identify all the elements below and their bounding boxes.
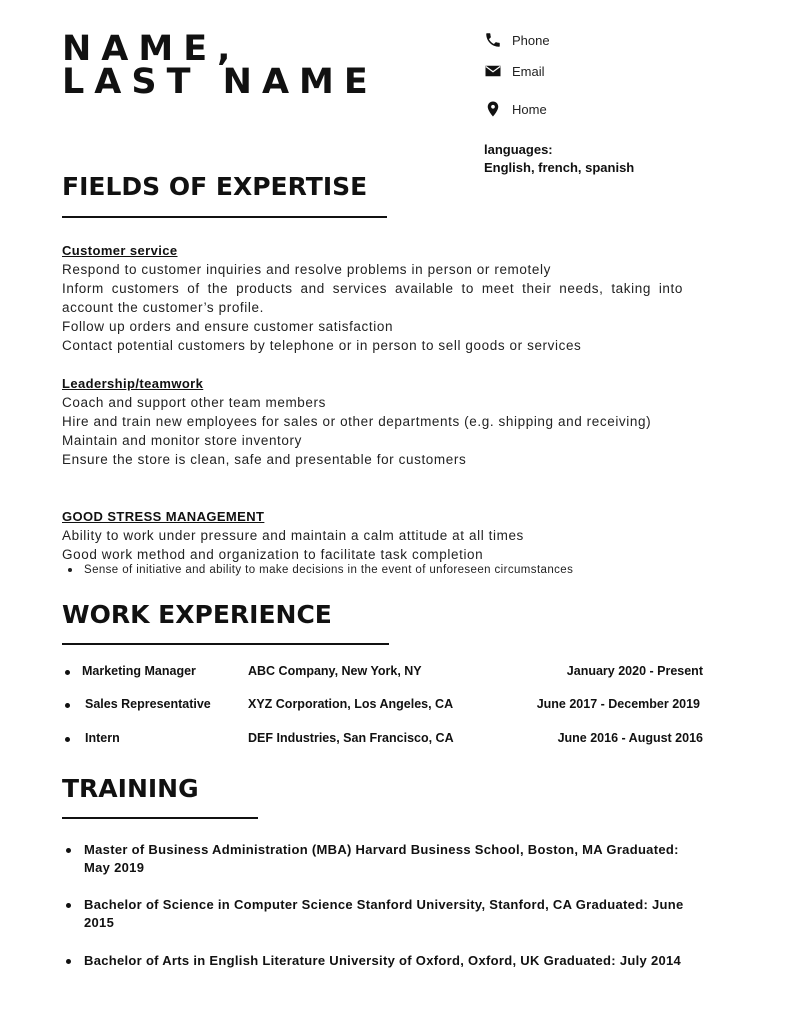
work-company: DEF Industries, San Francisco, CA (248, 731, 454, 745)
training-item-text: Master of Business Administration (MBA) Harvard Business School, Boston, MA Graduated: May 2019 (84, 842, 679, 875)
mail-icon (484, 62, 502, 80)
expertise-divider (62, 216, 387, 218)
languages (484, 141, 634, 177)
bullet-dot (66, 959, 71, 964)
expertise-bullet-text: Sense of initiative and ability to make decisions in the event of unforeseen circumstances (84, 564, 574, 576)
phone-icon (484, 31, 502, 49)
expertise-group-title: Leadership/teamwork (62, 376, 204, 391)
contact-home (484, 100, 547, 118)
bullet-dot (65, 737, 70, 742)
contact-email (484, 62, 545, 80)
work-role: Marketing Manager (82, 664, 196, 678)
expertise-line: Respond to customer inquiries and resolve problems in person or remotely (62, 262, 551, 277)
expertise-group-body (62, 393, 683, 469)
expertise-group-title: Customer service (62, 243, 178, 258)
expertise-line: Contact potential customers by telephone or in person to sell goods or services (62, 338, 582, 353)
languages-value: English, french, spanish (484, 160, 635, 175)
bullet-dot (65, 703, 70, 708)
bullet-dot (68, 568, 72, 572)
training-item-text: Bachelor of Arts in English Literature University of Oxford, Oxford, UK Graduated: July 2014 (84, 953, 682, 968)
expertise-line: Hire and train new employees for sales or other departments (e.g. shipping and receiving) (62, 414, 652, 429)
training-item (62, 896, 703, 932)
expertise-line: Follow up orders and ensure customer satisfaction (62, 319, 394, 334)
training-divider (62, 817, 258, 819)
work-company: XYZ Corporation, Los Angeles, CA (248, 697, 454, 711)
work-divider (62, 643, 389, 645)
expertise-heading: FIELDS OF EXPERTISE (62, 172, 368, 201)
expertise-line: Ability to work under pressure and maintain a calm attitude at all times (62, 528, 524, 543)
expertise-line: Maintain and monitor store inventory (62, 433, 302, 448)
training-item (62, 841, 703, 877)
expertise-group-title: GOOD STRESS MANAGEMENT (62, 509, 265, 524)
work-row (62, 664, 703, 682)
expertise-group-body (62, 260, 683, 355)
bullet-dot (65, 670, 70, 675)
phone-label: Phone (512, 32, 550, 48)
work-role: Intern (85, 731, 120, 745)
work-company: ABC Company, New York, NY (248, 664, 422, 678)
work-heading: WORK EXPERIENCE (62, 600, 332, 629)
expertise-line: Good work method and organization to facilitate task completion (62, 547, 484, 562)
home-label: Home (512, 101, 547, 117)
work-dates: January 2020 - Present (566, 664, 703, 678)
bullet-dot (66, 848, 71, 853)
expertise-line: Ensure the store is clean, safe and presentable for customers (62, 452, 467, 467)
work-dates: June 2017 - December 2019 (536, 697, 700, 711)
name-line-1: NAME, (62, 29, 241, 69)
name-line-2: LAST NAME (62, 62, 378, 102)
candidate-name (62, 29, 378, 102)
bullet-dot (66, 903, 71, 908)
work-dates: June 2016 - August 2016 (557, 731, 703, 745)
expertise-bullet (68, 564, 573, 576)
expertise-line: Inform customers of the products and services available to meet their needs, taking into account the customer’s profile. (62, 281, 683, 315)
location-pin-icon (484, 100, 502, 118)
training-item-text: Bachelor of Science in Computer Science Stanford University, Stanford, CA Graduated: June 2015 (84, 897, 684, 930)
work-row (62, 731, 703, 749)
training-heading: TRAINING (62, 774, 199, 803)
work-row (62, 697, 703, 715)
training-item (62, 952, 703, 970)
languages-label: languages: (484, 142, 553, 157)
expertise-group-body (62, 526, 683, 564)
work-role: Sales Representative (85, 697, 211, 711)
expertise-line: Coach and support other team members (62, 395, 326, 410)
email-label: Email (512, 63, 545, 79)
contact-phone (484, 31, 550, 49)
